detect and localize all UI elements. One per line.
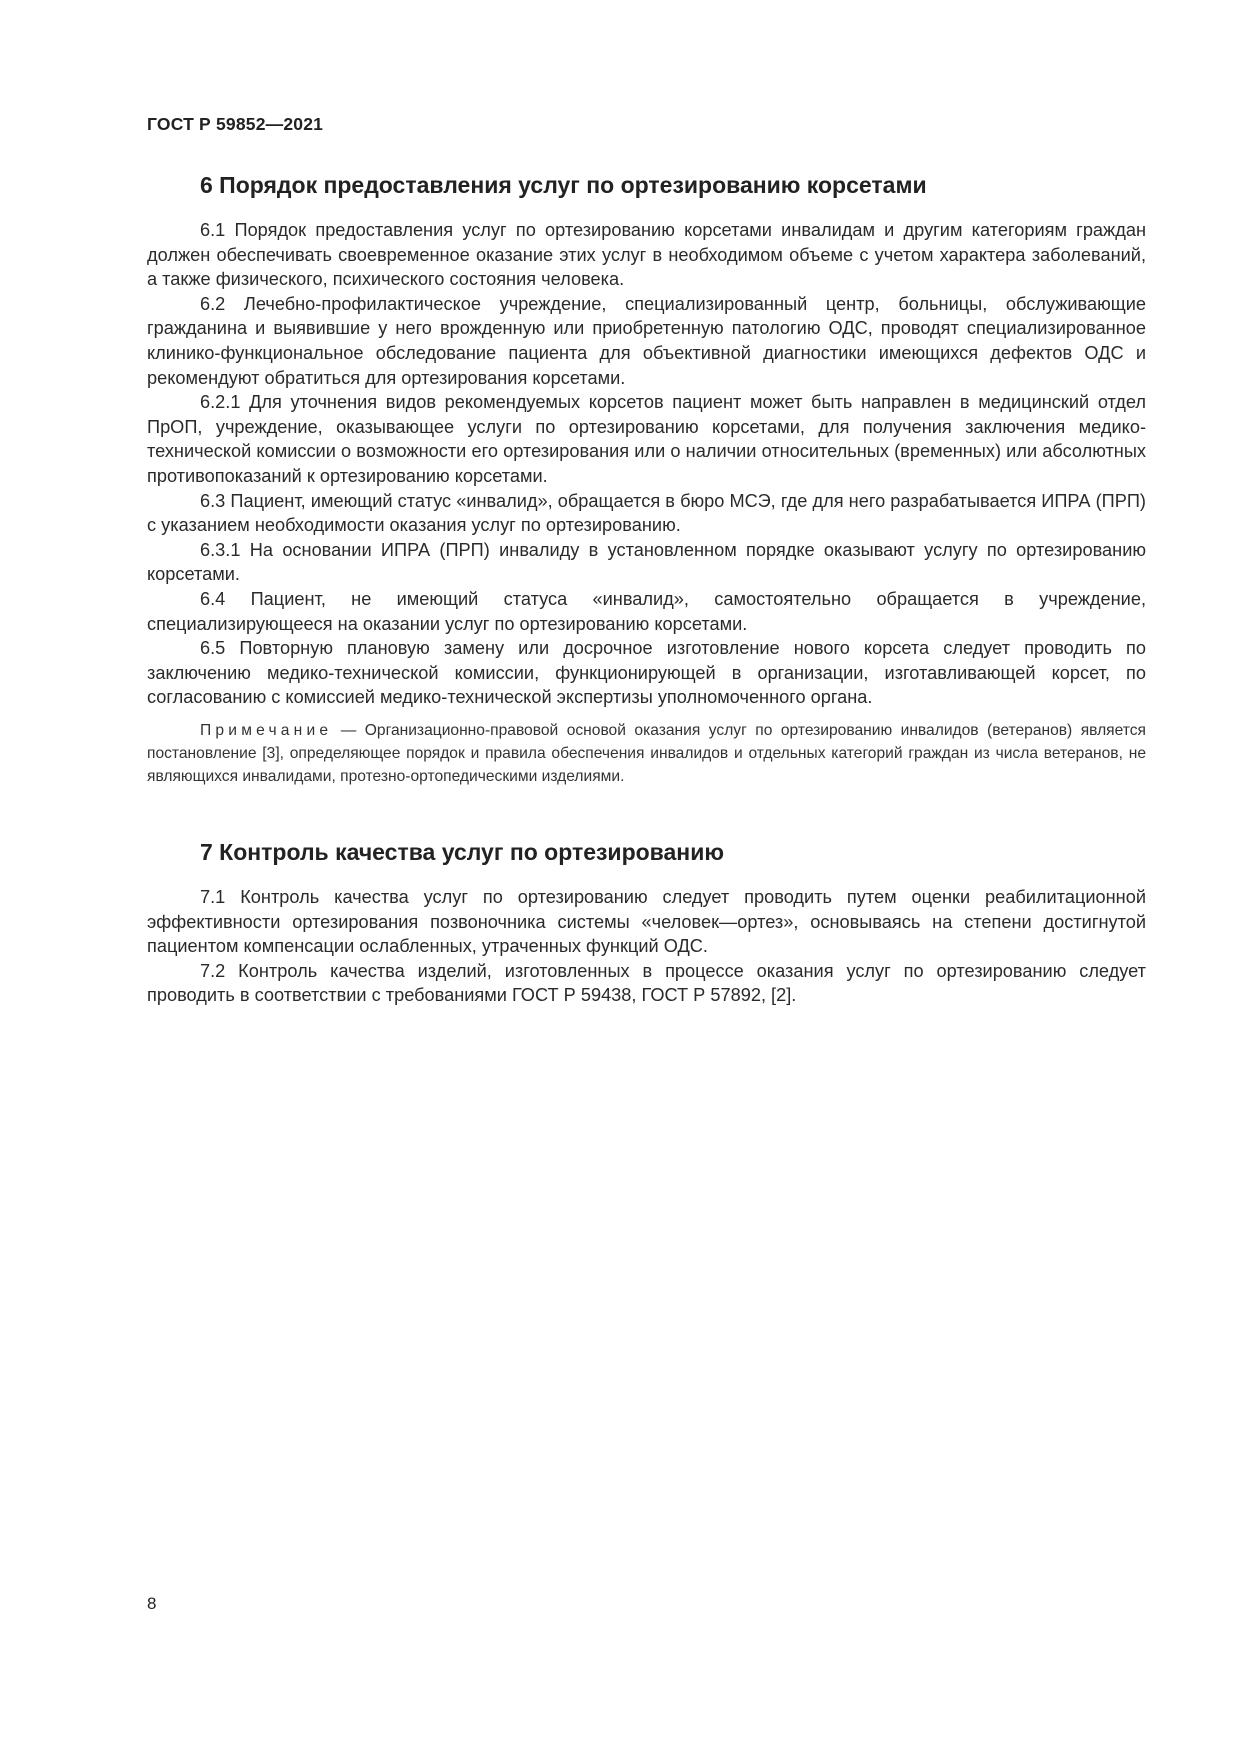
paragraph-7-2: 7.2 Контроль качества изделий, изготовленных в процессе оказания услуг по ортезированию следует проводить в соответствии с требованиями ГОСТ Р 59438, ГОСТ Р 57892, [2]. bbox=[147, 960, 1146, 1006]
note-text: — Организационно-правовой основой оказания услуг по ортезированию инвалидов (ветеранов) является постановление [3], определяющее порядок и правила обеспечения инвалидов и отдельных категорий граждан из числа ветеранов, не являющихся инвалидами, протезно-ортопедическими изделиями. bbox=[147, 721, 1146, 786]
section-7 bbox=[147, 837, 1146, 1008]
page-number: 8 bbox=[147, 1594, 157, 1613]
paragraph-6-5: 6.5 Повторную плановую замену или досрочное изготовление нового корсета следует проводить по заключению медико-технической комиссии, функционирующей в организации, изготавливающей корсет, по согласованию с комиссией медико-технической экспертизы уполномоченного органа. bbox=[147, 638, 1146, 708]
section-6 bbox=[147, 170, 1146, 789]
paragraph-7-1: 7.1 Контроль качества услуг по ортезированию следует проводить путем оценки реабилитационной эффективности ортезирования позвоночника системы «человек—ортез», основываясь на степени достигнутой пациентом компенсации ослабленных, утраченных функций ОДС. bbox=[147, 887, 1146, 957]
section-7-heading: 7 Контроль качества услуг по ортезированию bbox=[200, 839, 724, 865]
paragraph-6-3-1: 6.3.1 На основании ИПРА (ПРП) инвалиду в установленном порядке оказывают услугу по ортезированию корсетами. bbox=[147, 539, 1146, 585]
note-label: Примечание bbox=[200, 721, 333, 739]
section-6-note bbox=[147, 719, 1146, 789]
paragraph-6-4: 6.4 Пациент, не имеющий статуса «инвалид», самостоятельно обращается в учреждение, специализирующееся на оказании услуг по ортезированию корсетами. bbox=[147, 588, 1146, 634]
paragraph-6-3: 6.3 Пациент, имеющий статус «инвалид», обращается в бюро МСЭ, где для него разрабатывается ИПРА (ПРП) с указанием необходимости оказания услуг по ортезированию. bbox=[147, 490, 1146, 536]
paragraph-6-2-1: 6.2.1 Для уточнения видов рекомендуемых корсетов пациент может быть направлен в медицинский отдел ПрОП, учреждение, оказывающее услуги по ортезированию корсетами, для получения заключения медико-технической комиссии о возможности его ортезирования или о наличии относительных (временных) или абсолютных противопоказаний к ортезированию корсетами. bbox=[147, 392, 1146, 486]
document-code-header: ГОСТ Р 59852—2021 bbox=[147, 114, 324, 134]
paragraph-6-2: 6.2 Лечебно-профилактическое учреждение, специализированный центр, больницы, обслуживающие гражданина и выявившие у него врожденную или приобретенную патологию ОДС, проводят специализированное клинико-функциональное обследование пациента для объективной диагностики имеющихся дефектов ОДС и рекомендуют обратиться для ортезирования корсетами. bbox=[147, 293, 1146, 388]
section-6-heading: 6 Порядок предоставления услуг по ортезированию корсетами bbox=[200, 172, 927, 198]
paragraph-6-1: 6.1 Порядок предоставления услуг по ортезированию корсетами инвалидам и другим категориям граждан должен обеспечивать своевременное оказание этих услуг в необходимом объеме с учетом характера заболеваний, а также физического, психического состояния человека. bbox=[147, 220, 1146, 290]
